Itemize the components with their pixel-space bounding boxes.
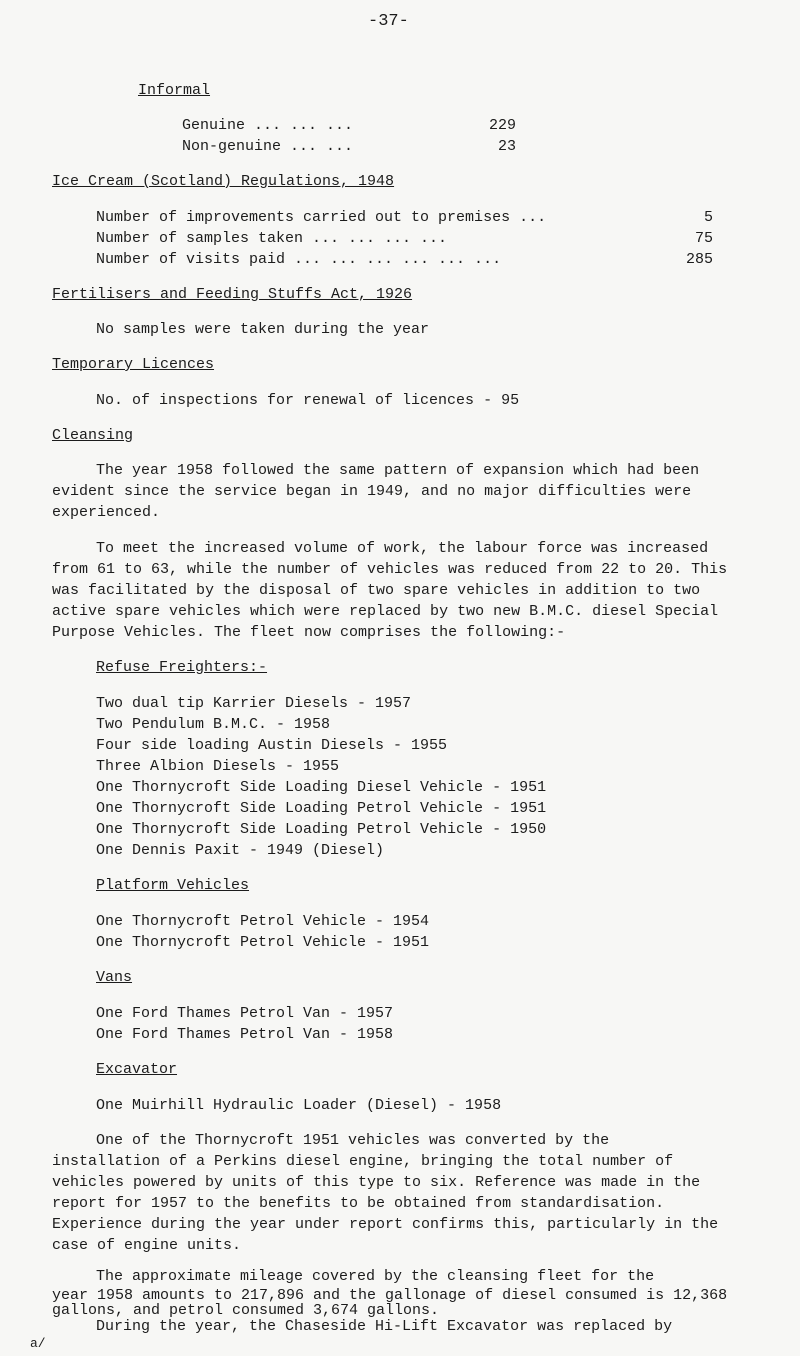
para4-line2: year 1958 amounts to 217,896 and the gallonage of diesel consumed is 12,368 — [52, 1287, 728, 1304]
vans-item: One Ford Thames Petrol Van - 1957 — [96, 1005, 394, 1022]
cleansing-para1-line3: experienced. — [52, 504, 161, 521]
heading-cleansing: Cleansing — [52, 427, 134, 444]
refuse-item: Four side loading Austin Diesels - 1955 — [96, 737, 448, 754]
refuse-item: One Dennis Paxit - 1949 (Diesel) — [96, 842, 385, 859]
para5-line1: During the year, the Chaseside Hi-Lift Excavator was replaced by — [96, 1318, 673, 1335]
cleansing-para2-line4: active spare vehicles which were replaced by two new B.M.C. diesel Special — [52, 603, 719, 620]
temporary-licences-text: No. of inspections for renewal of licences - 95 — [96, 392, 520, 409]
ice-cream-samples-value: 75 — [695, 230, 714, 247]
informal-nongenuine-label: Non-genuine ... ... — [182, 138, 354, 155]
ice-cream-samples-label: Number of samples taken ... ... ... ... — [96, 230, 448, 247]
heading-platform-vehicles: Platform Vehicles — [96, 877, 250, 894]
para3-line1: One of the Thornycroft 1951 vehicles was converted by the — [96, 1132, 610, 1149]
cleansing-para2-line3: was facilitated by the disposal of two spare vehicles in addition to two — [52, 582, 701, 599]
informal-nongenuine-value: 23 — [498, 138, 517, 155]
para3-line2: installation of a Perkins diesel engine, bringing the total number of — [52, 1153, 674, 1170]
refuse-item: One Thornycroft Side Loading Petrol Vehicle - 1950 — [96, 821, 547, 838]
ice-cream-improvements-label: Number of improvements carried out to premises ... — [96, 209, 547, 226]
heading-vans: Vans — [96, 969, 133, 986]
fertilisers-text: No samples were taken during the year — [96, 321, 430, 338]
cleansing-para1-line1: The year 1958 followed the same pattern of expansion which had been — [96, 462, 700, 479]
para3-line3: vehicles powered by units of this type to six. Reference was made in the — [52, 1174, 701, 1191]
para3-line4: report for 1957 to the benefits to be obtained from standardisation. — [52, 1195, 665, 1212]
vans-item: One Ford Thames Petrol Van - 1958 — [96, 1026, 394, 1043]
page-number: -37- — [368, 12, 409, 31]
ice-cream-visits-label: Number of visits paid ... ... ... ... ... ... — [96, 251, 502, 268]
refuse-item: One Thornycroft Side Loading Diesel Vehicle - 1951 — [96, 779, 547, 796]
heading-temporary-licences: Temporary Licences — [52, 356, 215, 373]
cleansing-para2-line2: from 61 to 63, while the number of vehicles was reduced from 22 to 20. This — [52, 561, 728, 578]
ice-cream-improvements-value: 5 — [704, 209, 714, 226]
refuse-item: Two dual tip Karrier Diesels - 1957 — [96, 695, 412, 712]
refuse-item: One Thornycroft Side Loading Petrol Vehicle - 1951 — [96, 800, 547, 817]
para4-line1: The approximate mileage covered by the cleansing fleet for the — [96, 1268, 655, 1285]
cleansing-para1-line2: evident since the service began in 1949, and no major difficulties were — [52, 483, 692, 500]
heading-refuse-freighters: Refuse Freighters:- — [96, 659, 268, 676]
cleansing-para2-line5: Purpose Vehicles. The fleet now comprises the following:- — [52, 624, 566, 641]
cleansing-para2-line1: To meet the increased volume of work, the labour force was increased — [96, 540, 709, 557]
para3-line5: Experience during the year under report confirms this, particularly in the — [52, 1216, 719, 1233]
platform-item: One Thornycroft Petrol Vehicle - 1951 — [96, 934, 430, 951]
para3-line6: case of engine units. — [52, 1237, 242, 1254]
informal-genuine-label: Genuine ... ... ... — [182, 117, 354, 134]
heading-fertilisers: Fertilisers and Feeding Stuffs Act, 1926 — [52, 286, 413, 303]
ice-cream-visits-value: 285 — [686, 251, 714, 268]
heading-excavator: Excavator — [96, 1061, 178, 1078]
heading-informal: Informal — [138, 82, 211, 99]
refuse-item: Three Albion Diesels - 1955 — [96, 758, 340, 775]
heading-ice-cream: Ice Cream (Scotland) Regulations, 1948 — [52, 173, 395, 190]
informal-genuine-value: 229 — [489, 117, 517, 134]
para4-line3: gallons, and petrol consumed 3,674 gallons. — [52, 1302, 440, 1319]
refuse-item: Two Pendulum B.M.C. - 1958 — [96, 716, 331, 733]
platform-item: One Thornycroft Petrol Vehicle - 1954 — [96, 913, 430, 930]
excavator-item: One Muirhill Hydraulic Loader (Diesel) - 1958 — [96, 1097, 502, 1114]
footer-mark: a/ — [30, 1336, 46, 1351]
